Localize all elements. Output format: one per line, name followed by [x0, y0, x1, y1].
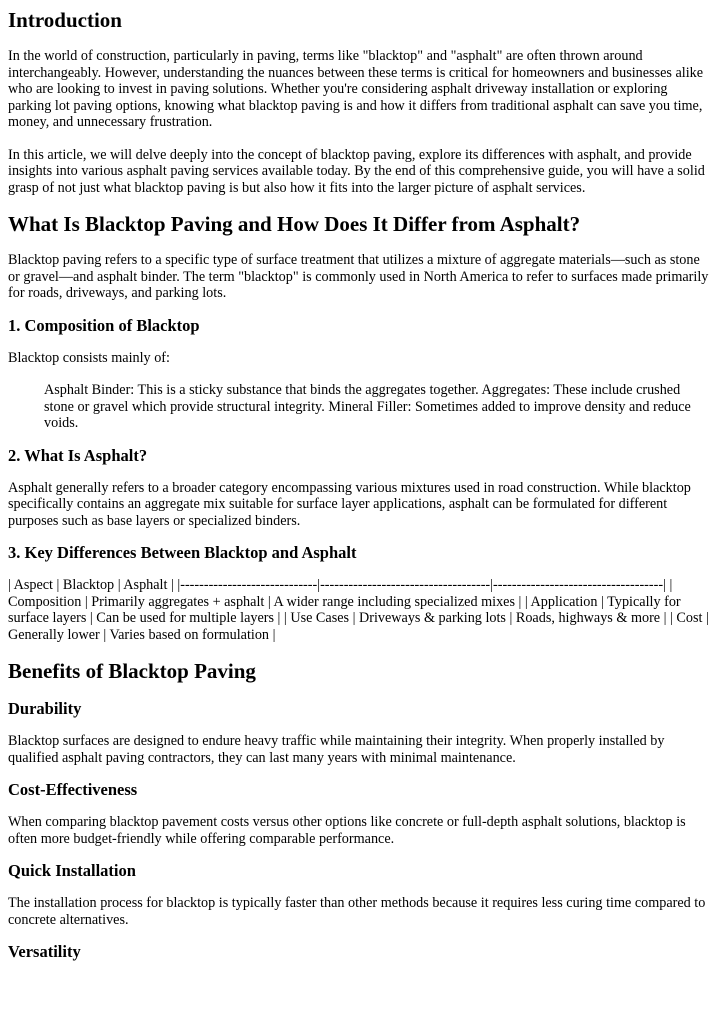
- composition-intro: Blacktop consists mainly of:: [8, 349, 170, 366]
- composition-list: Asphalt Binder: This is a sticky substance that binds the aggregates together. Aggregates: These include crushed stone or gravel which provide structural integrity. Mineral Filler: Sometimes added to improve density and reduce voids.: [44, 382, 691, 431]
- differences-heading: 3. Key Differences Between Blacktop and Asphalt: [8, 543, 357, 562]
- what-is-paragraph: Blacktop paving refers to a specific type of surface treatment that utilizes a mixture of aggregate materials—such as stone or gravel—and asphalt binder. The term "blacktop" is commonly used in North America to refer to surfaces made primarily for roads, driveways, and parking lots.: [8, 252, 709, 301]
- intro-heading: Introduction: [8, 8, 122, 32]
- benefits-heading: Benefits of Blacktop Paving: [8, 659, 256, 683]
- differences-table-text: | Aspect | Blacktop | Asphalt | |-----------------------------|------------------------------------|------------------------------------| | Composition | Primarily aggregates + asphalt | A wider range including specialized mixes | | Application | Typically for surface layers | Can be used for multiple layers | | Use Cases | Driveways & parking lots | Roads, highways & more | | Cost | Generally lower | Varies based on formulation |: [8, 577, 709, 643]
- installation-heading: Quick Installation: [8, 861, 136, 880]
- composition-heading: 1. Composition of Blacktop: [8, 315, 200, 335]
- versatility-heading: Versatility: [8, 942, 81, 961]
- intro-paragraph-2: In this article, we will delve deeply into the concept of blacktop paving, explore its differences with asphalt, and provide insights into various asphalt paving services available today. By the end of this comprehensive guide, you will have a solid grasp of not just what blacktop paving is but also how it fits into the larger picture of asphalt services.: [8, 146, 705, 196]
- intro-paragraph-1: In the world of construction, particularly in paving, terms like "blacktop" and "asphalt" are often thrown around interchangeably. However, understanding the nuances between these terms is critical for homeowners and businesses alike who are looking to invest in paving solutions. Whether you're considering asphalt driveway installation or exploring parking lot paving options, knowing what blacktop paving is and how it differs from traditional asphalt can save you time, money, and unnecessary frustration.: [8, 48, 704, 130]
- durability-heading: Durability: [8, 699, 82, 718]
- what-is-heading: What Is Blacktop Paving and How Does It Differ from Asphalt?: [8, 212, 581, 236]
- cost-paragraph: When comparing blacktop pavement costs versus other options like concrete or full-depth asphalt solutions, blacktop is often more budget-friendly while offering comparable performance.: [8, 814, 686, 847]
- cost-heading: Cost-Effectiveness: [8, 780, 138, 799]
- article: [0, 6, 720, 962]
- installation-paragraph: The installation process for blacktop is typically faster than other methods because it requires less curing time compared to concrete alternatives.: [8, 895, 706, 928]
- asphalt-paragraph: Asphalt generally refers to a broader category encompassing various mixtures used in road construction. While blacktop specifically contains an aggregate mix suitable for surface layer applications, asphalt can be formulated for different purposes such as base layers or specialized binders.: [8, 479, 691, 529]
- durability-paragraph: Blacktop surfaces are designed to endure heavy traffic while maintaining their integrity. When properly installed by qualified asphalt paving contractors, they can last many years with minimal maintenance.: [8, 733, 665, 766]
- asphalt-heading: 2. What Is Asphalt?: [8, 445, 148, 465]
